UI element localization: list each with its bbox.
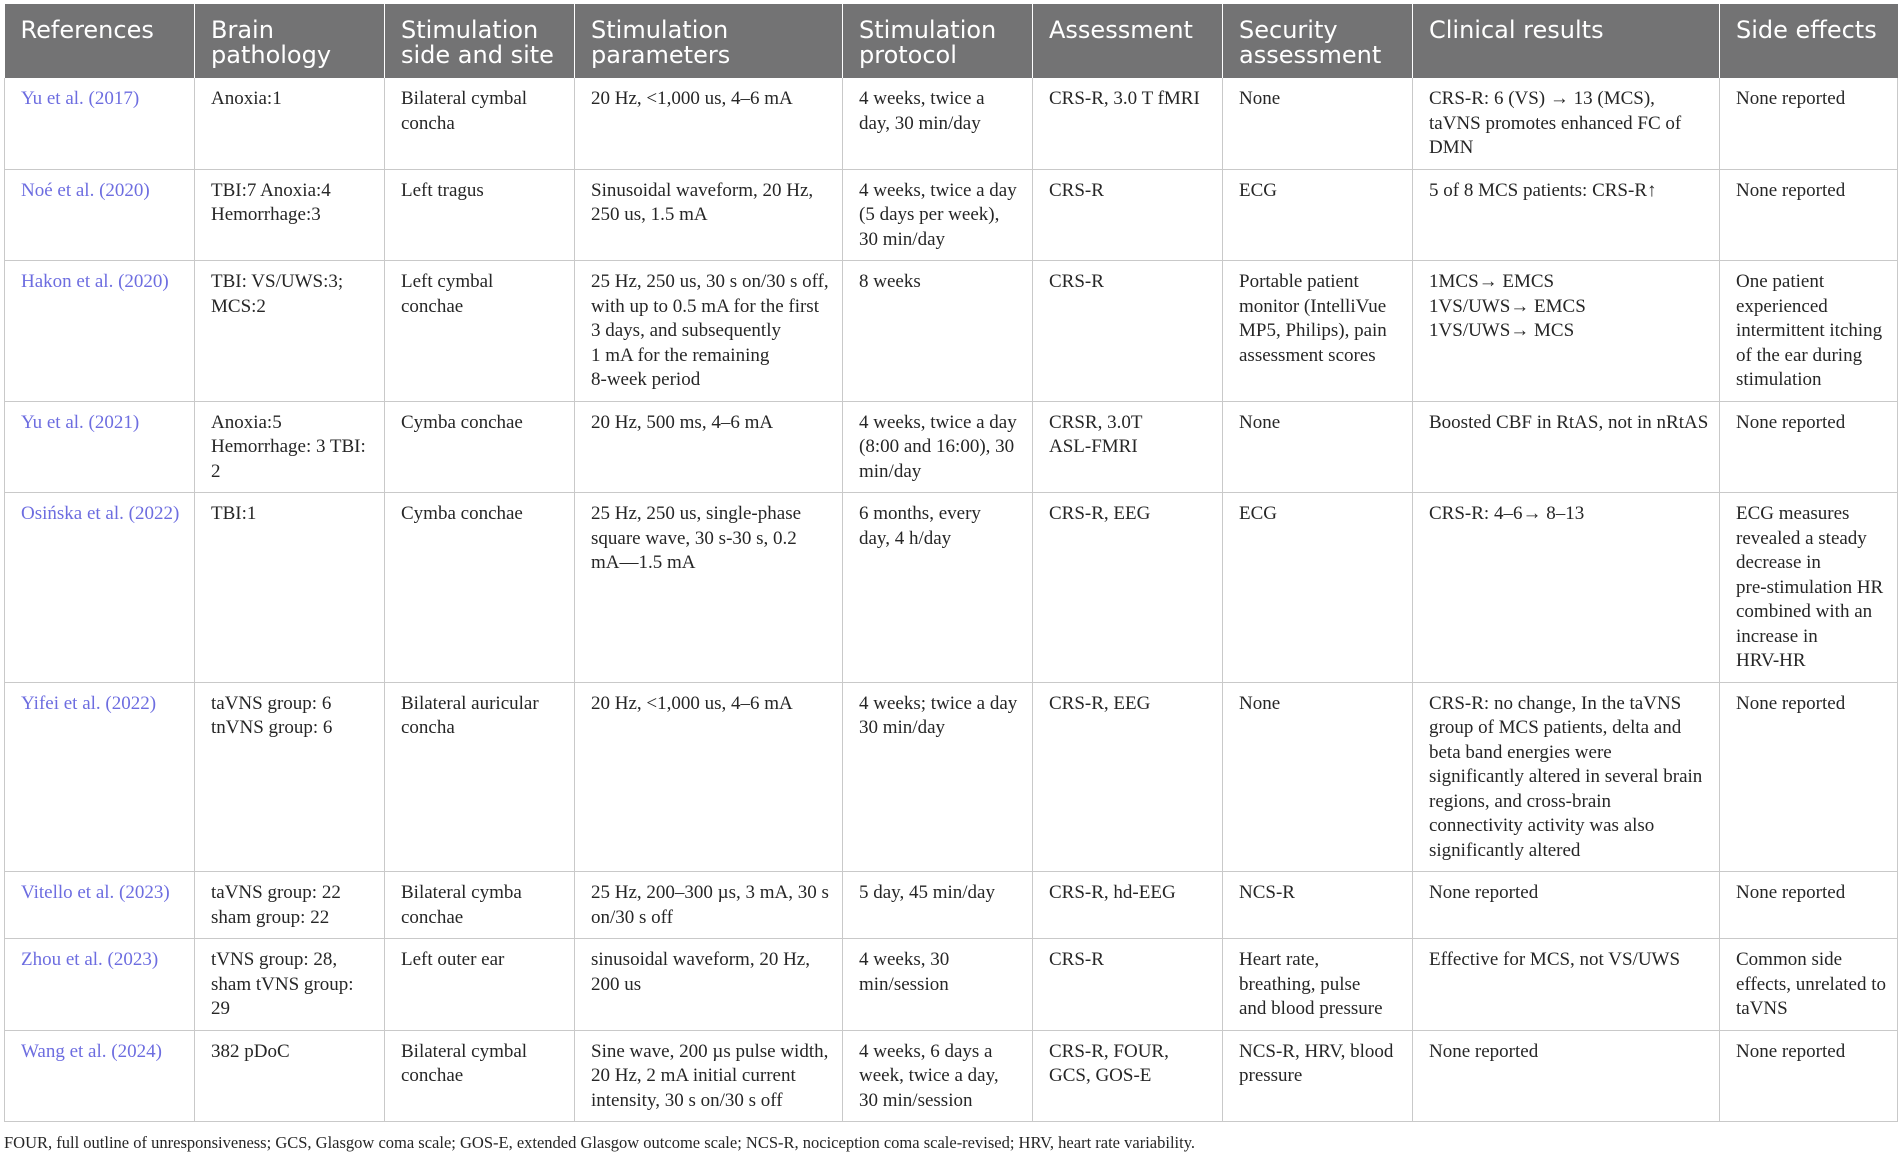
cell-text: 20 Hz, 500 ms, 4–6 mA [591, 411, 774, 433]
cell-text: of the ear during [1736, 344, 1863, 366]
cell-text: min/session [859, 973, 949, 995]
cell-stimulation-parameters [575, 682, 843, 872]
reference-link[interactable]: Osińska et al. (2022) [21, 503, 180, 524]
cell-text: Left tragus [401, 179, 484, 201]
reference-link[interactable]: Hakon et al. (2020) [21, 271, 169, 292]
cell-stimulation-protocol [843, 78, 1033, 169]
reference-link[interactable]: Zhou et al. (2023) [21, 949, 159, 970]
cell-assessment [1033, 939, 1223, 1031]
cell-text: taVNS group: 6 [211, 692, 332, 714]
cell-text: CRS-R, EEG [1049, 692, 1151, 714]
cell-text: 250 us, 1.5 mA [591, 204, 708, 225]
column-header-stimulation-protocol [843, 4, 1033, 78]
cell-references[interactable] [5, 682, 195, 872]
cell-text: HRV-HR [1736, 650, 1806, 671]
reference-link[interactable]: Yu et al. (2021) [21, 411, 140, 433]
cell-assessment [1033, 401, 1223, 493]
cell-text: conchae [401, 295, 464, 317]
cell-text: sham tVNS group: [211, 973, 354, 995]
cell-text: effects, unrelated to [1736, 973, 1886, 995]
cell-stimulation-protocol [843, 401, 1033, 493]
cell-text: ECG measures [1736, 503, 1850, 524]
cell-text: 1 mA for the remaining [591, 344, 770, 366]
cell-stimulation-protocol [843, 169, 1033, 261]
column-header-line: Security [1239, 16, 1338, 44]
cell-brain-pathology [195, 682, 385, 872]
cell-text: intermittent itching [1736, 320, 1883, 341]
cell-stimulation-protocol [843, 261, 1033, 402]
cell-text: Bilateral cymba [401, 882, 522, 903]
cell-security-assessment [1223, 261, 1413, 402]
cell-text: tnVNS group: 6 [211, 717, 333, 738]
cell-text: 200 us [591, 973, 642, 995]
table-row [5, 401, 1898, 493]
reference-link[interactable]: Yu et al. (2017) [21, 88, 140, 109]
cell-text: 5 day, 45 min/day [859, 882, 995, 903]
cell-side-effects [1720, 1030, 1898, 1122]
cell-text: TBI:1 [211, 503, 257, 524]
cell-references[interactable] [5, 261, 195, 402]
cell-clinical-results [1413, 1030, 1720, 1122]
cell-text: stimulation [1736, 369, 1822, 390]
cell-clinical-results [1413, 872, 1720, 939]
cell-text: CRS-R, hd-EEG [1049, 882, 1176, 903]
cell-side-effects [1720, 682, 1898, 872]
cell-stimulation-protocol [843, 1030, 1033, 1122]
references-table-container [4, 4, 1897, 1122]
cell-clinical-results [1413, 939, 1720, 1031]
cell-text: tVNS group: 28, [211, 949, 338, 970]
table-footnote: FOUR, full outline of unresponsiveness; GCS, Glasgow coma scale; GOS-E, extended Glasgow outcome scale; NCS-R, nociception coma scale-revised; HRV, heart rate variability. [4, 1133, 1195, 1152]
cell-text: Cymba conchae [401, 503, 523, 524]
cell-text: 382 pDoC [211, 1040, 290, 1062]
cell-references[interactable] [5, 401, 195, 493]
cell-text: (8:00 and 16:00), 30 [859, 436, 1015, 457]
table-row [5, 169, 1898, 261]
cell-stimulation-parameters [575, 261, 843, 402]
cell-text: None reported [1736, 882, 1846, 903]
cell-text: CRS-R: no change, In the taVNS [1429, 692, 1682, 714]
cell-text: 8 weeks [859, 271, 921, 292]
cell-stimulation-side-site [385, 682, 575, 872]
column-header-line: Stimulation [859, 16, 997, 44]
cell-text: significantly altered in several brain [1429, 766, 1703, 787]
column-header-line: References [20, 16, 154, 44]
cell-text: intensity, 30 s on/30 s off [591, 1089, 783, 1111]
cell-text: conchae [401, 1065, 464, 1086]
cell-clinical-results [1413, 261, 1720, 402]
cell-brain-pathology [195, 872, 385, 939]
cell-text: None reported [1736, 411, 1846, 433]
cell-stimulation-side-site [385, 872, 575, 939]
column-header-line: pathology [211, 41, 332, 69]
table-row [5, 872, 1898, 939]
cell-text: Heart rate, [1239, 949, 1320, 970]
column-header-line: Clinical results [1429, 16, 1604, 44]
cell-brain-pathology [195, 939, 385, 1031]
cell-text: NCS-R, HRV, blood [1239, 1040, 1394, 1062]
cell-text: concha [401, 717, 455, 738]
cell-text: Bilateral cymbal [401, 1040, 528, 1062]
cell-text: MP5, Philips), pain [1239, 320, 1387, 341]
cell-text: 30 min/day [859, 717, 946, 738]
cell-text: ASL-FMRI [1049, 436, 1138, 457]
cell-text: None reported [1736, 179, 1846, 201]
cell-side-effects [1720, 78, 1898, 169]
cell-stimulation-parameters [575, 872, 843, 939]
cell-text: One patient [1736, 271, 1825, 292]
cell-text: CRS-R [1049, 179, 1104, 201]
cell-text: NCS-R [1239, 882, 1295, 903]
cell-text: pressure [1239, 1065, 1303, 1086]
column-header-line: Assessment [1049, 16, 1193, 44]
cell-stimulation-parameters [575, 1030, 843, 1122]
column-header-security-assessment [1223, 4, 1413, 78]
cell-text: sinusoidal waveform, 20 Hz, [591, 949, 810, 970]
cell-text: MCS:2 [211, 295, 266, 317]
cell-text: combined with an [1736, 601, 1873, 622]
column-header-clinical-results [1413, 4, 1720, 78]
cell-text: None reported [1429, 1040, 1539, 1062]
cell-assessment [1033, 872, 1223, 939]
cell-text: taVNS group: 22 [211, 882, 341, 903]
table-body [5, 78, 1898, 1122]
cell-text: concha [401, 112, 455, 134]
cell-assessment [1033, 169, 1223, 261]
cell-text: mA—1.5 mA [591, 552, 696, 573]
cell-clinical-results [1413, 682, 1720, 872]
cell-text: None reported [1429, 882, 1539, 903]
cell-text: None [1239, 692, 1281, 714]
cell-text: CRS-R, FOUR, [1049, 1040, 1169, 1062]
cell-text: Left outer ear [401, 949, 505, 970]
cell-text: Sine wave, 200 µs pulse width, [591, 1040, 829, 1062]
cell-text: 8-week period [591, 369, 701, 390]
cell-text: 6 months, every [859, 503, 981, 524]
cell-text: connectivity activity was also [1429, 815, 1655, 836]
cell-text: Portable patient [1239, 271, 1359, 292]
cell-text: Anoxia:5 [211, 411, 282, 433]
cell-text: taVNS promotes enhanced FC of [1429, 112, 1682, 134]
cell-text: Left cymbal [401, 271, 494, 292]
cell-stimulation-parameters [575, 169, 843, 261]
cell-text: 1MCS→ EMCS [1429, 271, 1555, 292]
cell-text: None reported [1736, 1040, 1846, 1062]
cell-text: 20 Hz, <1,000 us, 4–6 mA [591, 88, 793, 109]
cell-text: 25 Hz, 200–300 µs, 3 mA, 30 s [591, 882, 829, 903]
cell-text: TBI: VS/UWS:3; [211, 271, 344, 292]
column-header-line: assessment [1239, 41, 1382, 69]
cell-text: Common side [1736, 949, 1843, 970]
cell-text: revealed a steady [1736, 527, 1867, 549]
cell-text: on/30 s off [591, 906, 673, 928]
cell-text: CRSR, 3.0T [1049, 411, 1143, 433]
cell-text: 29 [211, 998, 230, 1019]
cell-text: conchae [401, 906, 464, 928]
cell-side-effects [1720, 169, 1898, 261]
cell-clinical-results [1413, 78, 1720, 169]
column-header-side-effects [1720, 4, 1898, 78]
cell-stimulation-protocol [843, 872, 1033, 939]
cell-text: assessment scores [1239, 344, 1376, 366]
cell-text: None [1239, 411, 1281, 433]
cell-side-effects [1720, 401, 1898, 493]
cell-text: 25 Hz, 250 us, single-phase [591, 503, 802, 524]
cell-text: 2 [211, 460, 221, 482]
cell-assessment [1033, 1030, 1223, 1122]
cell-text: 20 Hz, 2 mA initial current [591, 1065, 796, 1086]
column-header-line: Stimulation [401, 16, 539, 44]
column-header-line: Brain [211, 16, 274, 44]
cell-text: monitor (IntelliVue [1239, 295, 1387, 317]
column-header-assessment [1033, 4, 1223, 78]
column-header-line: side and site [401, 41, 554, 69]
cell-text: ECG [1239, 179, 1277, 201]
cell-security-assessment [1223, 401, 1413, 493]
cell-stimulation-side-site [385, 401, 575, 493]
cell-security-assessment [1223, 872, 1413, 939]
cell-text: square wave, 30 s-30 s, 0.2 [591, 527, 797, 549]
cell-text: CRS-R, 3.0 T fMRI [1049, 88, 1200, 109]
cell-text: week, twice a day, [859, 1065, 999, 1086]
cell-text: 4 weeks, twice a day [859, 179, 1017, 201]
cell-clinical-results [1413, 169, 1720, 261]
column-header-brain-pathology [195, 4, 385, 78]
column-header-references [5, 4, 195, 78]
cell-references[interactable] [5, 1030, 195, 1122]
cell-text: sham group: 22 [211, 906, 330, 928]
column-header-line: Stimulation [591, 16, 729, 44]
cell-security-assessment [1223, 939, 1413, 1031]
cell-security-assessment [1223, 1030, 1413, 1122]
cell-text: group of MCS patients, delta and [1429, 717, 1682, 738]
reference-link[interactable]: Yifei et al. (2022) [21, 692, 157, 714]
cell-text: min/day [859, 460, 922, 482]
cell-text: breathing, pulse [1239, 973, 1361, 995]
cell-text: and blood pressure [1239, 998, 1383, 1019]
cell-text: GCS, GOS-E [1049, 1065, 1152, 1086]
cell-text: ECG [1239, 503, 1277, 524]
cell-text: Cymba conchae [401, 411, 523, 433]
column-header-stimulation-side-site [385, 4, 575, 78]
cell-text: 5 of 8 MCS patients: CRS-R↑ [1429, 179, 1657, 201]
cell-assessment [1033, 78, 1223, 169]
cell-text: Bilateral cymbal [401, 88, 528, 109]
cell-text: Sinusoidal waveform, 20 Hz, [591, 179, 814, 201]
cell-security-assessment [1223, 493, 1413, 683]
cell-text: 4 weeks; twice a day [859, 692, 1018, 714]
cell-side-effects [1720, 493, 1898, 683]
cell-text: 1VS/UWS→ MCS [1429, 320, 1575, 341]
cell-text: 30 min/day [859, 228, 946, 250]
cell-text: CRS-R: 4–6→ 8–13 [1429, 503, 1585, 524]
cell-stimulation-parameters [575, 78, 843, 169]
cell-text: Hemorrhage:3 [211, 204, 321, 225]
cell-text: 30 min/session [859, 1089, 973, 1111]
cell-text: with up to 0.5 mA for the first [591, 295, 819, 317]
cell-text: (5 days per week), [859, 204, 1000, 225]
cell-text: DMN [1429, 137, 1474, 158]
cell-assessment [1033, 493, 1223, 683]
cell-text: taVNS [1736, 998, 1788, 1019]
cell-text: None reported [1736, 88, 1846, 109]
cell-clinical-results [1413, 493, 1720, 683]
cell-text: 4 weeks, twice a day [859, 411, 1017, 433]
cell-references[interactable] [5, 493, 195, 683]
cell-text: day, 4 h/day [859, 527, 952, 549]
cell-assessment [1033, 682, 1223, 872]
cell-security-assessment [1223, 78, 1413, 169]
cell-text: significantly altered [1429, 839, 1581, 861]
cell-text: 4 weeks, 30 [859, 949, 950, 970]
column-header-line: protocol [859, 41, 957, 69]
cell-brain-pathology [195, 493, 385, 683]
cell-text: 4 weeks, 6 days a [859, 1040, 993, 1062]
cell-text: 1VS/UWS→ EMCS [1429, 295, 1586, 317]
cell-stimulation-side-site [385, 493, 575, 683]
cell-text: CRS-R: 6 (VS) → 13 (MCS), [1429, 88, 1655, 109]
table-row [5, 261, 1898, 402]
cell-text: beta band energies were [1429, 741, 1612, 763]
cell-text: experienced [1736, 295, 1828, 317]
cell-stimulation-parameters [575, 493, 843, 683]
cell-stimulation-side-site [385, 939, 575, 1031]
cell-stimulation-side-site [385, 261, 575, 402]
reference-link[interactable]: Noé et al. (2020) [21, 179, 150, 201]
cell-text: None [1239, 88, 1281, 109]
cell-text: regions, and cross-brain [1429, 790, 1612, 812]
reference-link[interactable]: Wang et al. (2024) [21, 1040, 162, 1062]
table-row [5, 939, 1898, 1031]
cell-stimulation-side-site [385, 169, 575, 261]
cell-security-assessment [1223, 169, 1413, 261]
cell-stimulation-protocol [843, 493, 1033, 683]
cell-stimulation-parameters [575, 401, 843, 493]
table-row [5, 493, 1898, 683]
cell-security-assessment [1223, 682, 1413, 872]
reference-link[interactable]: Vitello et al. (2023) [21, 882, 170, 903]
cell-text: CRS-R [1049, 271, 1104, 292]
cell-text: Hemorrhage: 3 TBI: [211, 436, 366, 457]
cell-text: Effective for MCS, not VS/UWS [1429, 949, 1681, 970]
cell-text: 4 weeks, twice a [859, 88, 985, 109]
cell-references[interactable] [5, 169, 195, 261]
cell-stimulation-protocol [843, 682, 1033, 872]
cell-stimulation-parameters [575, 939, 843, 1031]
cell-brain-pathology [195, 169, 385, 261]
cell-references[interactable] [5, 939, 195, 1031]
column-header-line: parameters [591, 41, 731, 69]
cell-clinical-results [1413, 401, 1720, 493]
cell-text: CRS-R, EEG [1049, 503, 1151, 524]
table-row [5, 682, 1898, 872]
cell-text: day, 30 min/day [859, 112, 981, 134]
cell-text: 25 Hz, 250 us, 30 s on/30 s off, [591, 271, 829, 292]
cell-text: increase in [1736, 625, 1818, 647]
cell-references[interactable] [5, 78, 195, 169]
table-row [5, 78, 1898, 169]
cell-references[interactable] [5, 872, 195, 939]
cell-side-effects [1720, 872, 1898, 939]
cell-text: 20 Hz, <1,000 us, 4–6 mA [591, 692, 793, 714]
column-header-line: Side effects [1736, 16, 1877, 44]
cell-text: decrease in [1736, 552, 1821, 573]
cell-stimulation-protocol [843, 939, 1033, 1031]
references-table [4, 4, 1898, 1122]
table-row [5, 1030, 1898, 1122]
cell-brain-pathology [195, 261, 385, 402]
column-header-stimulation-parameters [575, 4, 843, 78]
cell-text: 3 days, and subsequently [591, 320, 781, 341]
cell-text: TBI:7 Anoxia:4 [211, 179, 331, 201]
cell-text: Anoxia:1 [211, 88, 282, 109]
cell-brain-pathology [195, 78, 385, 169]
table-header-row [5, 4, 1898, 78]
cell-text: pre-stimulation HR [1736, 576, 1884, 598]
cell-text: None reported [1736, 692, 1846, 714]
cell-brain-pathology [195, 1030, 385, 1122]
cell-brain-pathology [195, 401, 385, 493]
cell-stimulation-side-site [385, 1030, 575, 1122]
cell-text: Boosted CBF in RtAS, not in nRtAS [1429, 411, 1709, 433]
cell-assessment [1033, 261, 1223, 402]
cell-stimulation-side-site [385, 78, 575, 169]
cell-side-effects [1720, 939, 1898, 1031]
cell-side-effects [1720, 261, 1898, 402]
cell-text: CRS-R [1049, 949, 1104, 970]
cell-text: Bilateral auricular [401, 692, 539, 714]
